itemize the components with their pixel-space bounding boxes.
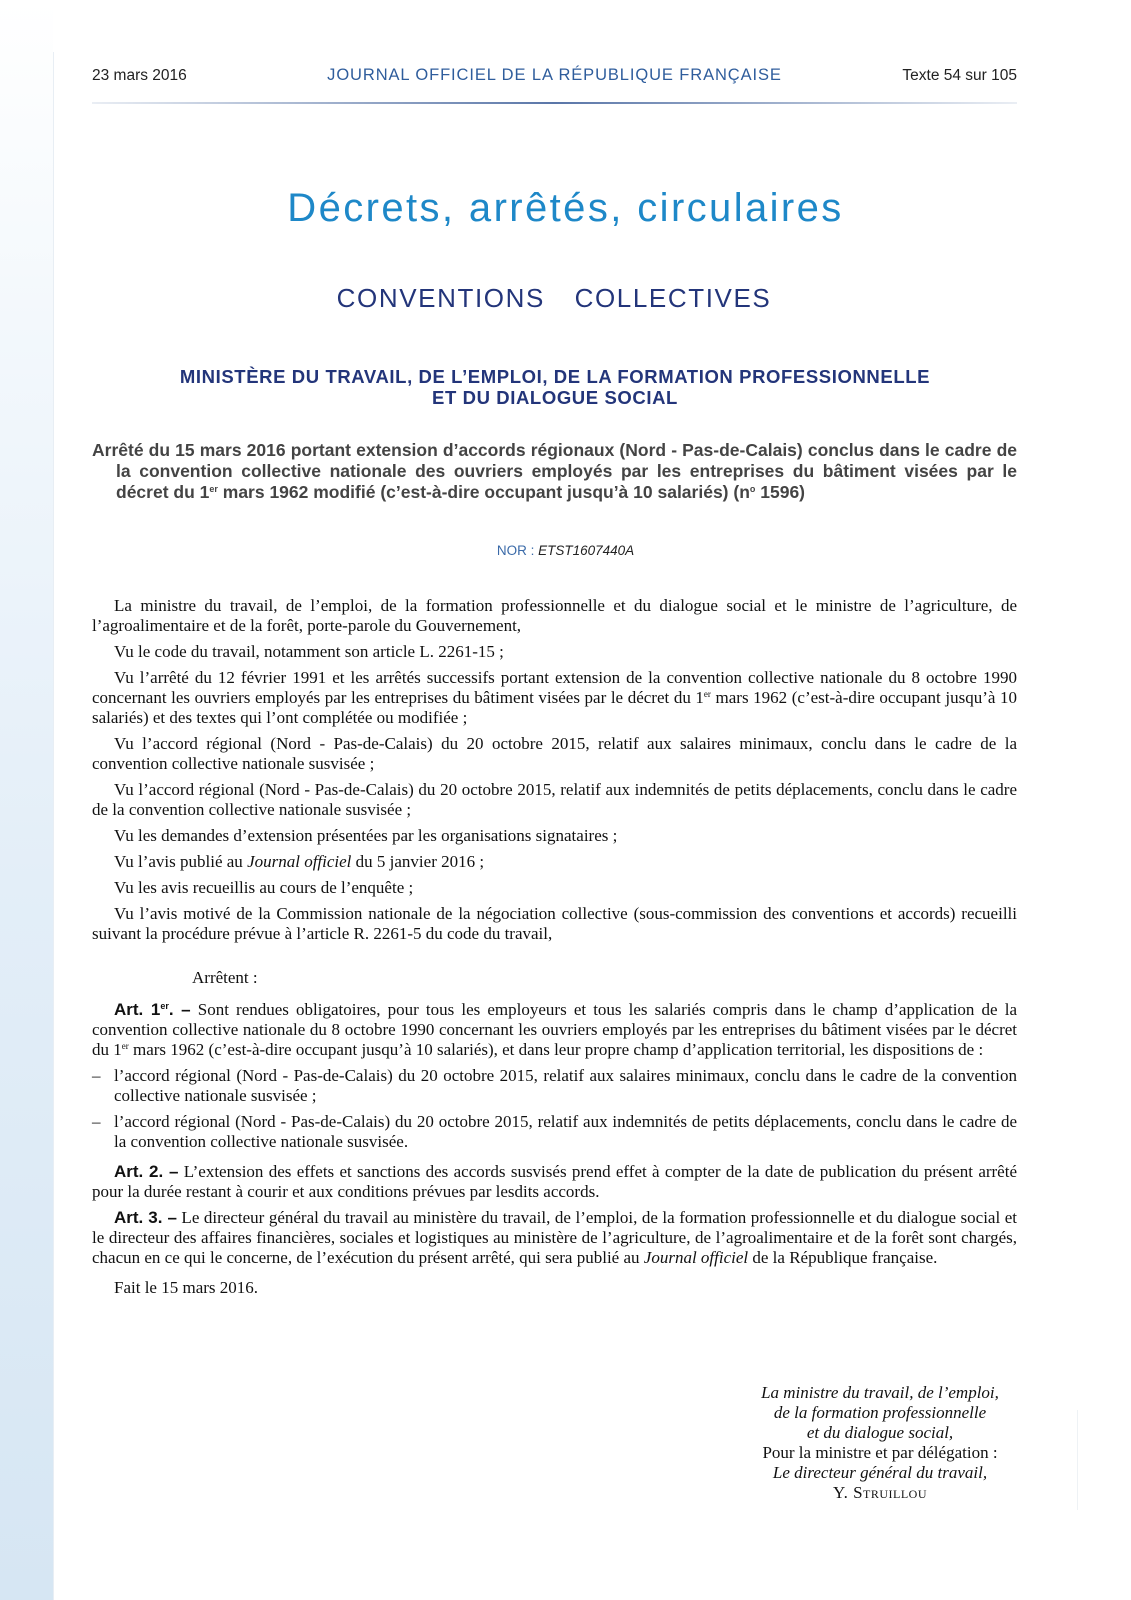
article-text: mars 1962 (c’est-à-dire occupant jusqu’à 10 salariés), et dans leur propre champ d’application territorial, les dispositions de :: [128, 1040, 984, 1059]
signatory-name: Y. Struillou: [832, 1483, 928, 1502]
header-journal-title: JOURNAL OFFICIEL DE LA RÉPUBLIQUE FRANÇAISE: [327, 66, 782, 84]
preamble-intro: La ministre du travail, de l’emploi, de la formation professionnelle et du dialogue social et le ministre de l’agriculture, de l’agroalimentaire et de la forêt, porte-parole du Gouvernement,: [92, 596, 1017, 635]
visa-accord-salaires: Vu l’accord régional (Nord - Pas-de-Calais) du 20 octobre 2015, relatif aux salaires minimaux, conclu dans le cadre de la convention collective nationale susvisée ;: [92, 734, 1017, 773]
signature-block: [690, 1383, 1070, 1503]
visa-code-travail: Vu le code du travail, notamment son article L. 2261-15 ;: [114, 642, 504, 661]
page-margin-band: [0, 0, 53, 1600]
journal-officiel-ref: Journal officiel: [643, 1248, 749, 1267]
visa-text: Vu l’arrêté du 12 février 1991 et les arrêtés successifs portant extension de la convention collective nationale du 8 octobre 1990 concernant les ouvriers employés par les entreprises du bâtiment visées par le décret du 1: [92, 668, 1017, 707]
dash-bullet: –: [92, 1112, 101, 1131]
signature-delegation: Pour la ministre et par délégation :: [762, 1443, 998, 1462]
visa-avis-publie: [92, 852, 1017, 872]
section-title: CONVENTIONS COLLECTIVES: [336, 283, 772, 313]
arretent-heading: Arrêtent :: [192, 968, 258, 987]
list-item-text: l’accord régional (Nord - Pas-de-Calais) du 20 octobre 2015, relatif aux salaires minimaux, conclu dans le cadre de la convention collective nationale susvisée ;: [114, 1066, 1017, 1105]
arrete-title-text-1: Arrêté du 15 mars 2016 portant extension d’accords régionaux (Nord - Pas-de-Calais) conclus dans le cadre de la convention collective nationale des ouvriers employés par les entreprises du bâtiment visées par le décret du 1: [92, 440, 1017, 502]
arrete-title-text-2: mars 1962 modifié (c’est-à-dire occupant jusqu’à 10 salariés) (n: [217, 482, 750, 502]
ministry-heading: [90, 366, 1020, 408]
article-2: [92, 1162, 1017, 1202]
article-3: [92, 1208, 1017, 1268]
nor-value: ETST1607440A: [538, 543, 635, 558]
article-text: Sont rendues obligatoires, pour tous les employeurs et tous les salariés compris dans le champ d’application de la convention collective nationale du 8 octobre 1990 concernant les ouvriers employés par les entreprises du bâtiment visées par le décret du 1: [92, 1000, 1017, 1059]
signature-title-3: et du dialogue social,: [806, 1423, 954, 1442]
list-item-text: l’accord régional (Nord - Pas-de-Calais) du 20 octobre 2015, relatif aux indemnités de petits déplacements, conclu dans le cadre de la convention collective nationale susvisée.: [114, 1112, 1017, 1151]
visa-avis-motive: Vu l’avis motivé de la Commission nationale de la négociation collective (sous-commission des conventions et accords) recueilli suivant la procédure prévue à l’article R. 2261-5 du code du travail,: [92, 904, 1017, 943]
arrete-title-sup-2: o: [749, 484, 756, 494]
ministry-line-2: ET DU DIALOGUE SOCIAL: [432, 387, 678, 408]
header-text-number: Texte 54 sur 105: [902, 67, 1017, 84]
article-text: Le directeur général du travail au ministère du travail, de l’emploi, de la formation professionnelle et du dialogue social et le directeur des affaires financières, sociales et logistiques au ministère de l’agriculture, de l’agroalimentaire et de la forêt sont chargés, chacun en ce qui le concerne, de l’exécution du présent arrêté, qui sera publié au: [92, 1208, 1017, 1267]
nor-label: NOR :: [496, 543, 539, 558]
article-3-label: Art. 3. –: [114, 1208, 177, 1227]
superscript: er: [160, 1001, 169, 1011]
main-title: Décrets, arrêtés, circulaires: [287, 186, 844, 230]
article-2-label: Art. 2. –: [114, 1162, 179, 1181]
arrete-title: [92, 440, 1017, 503]
article-text: L’extension des effets et sanctions des accords susvisés prend effet à compter de la date de publication du présent arrêté pour la durée restant à courir et aux conditions prévues par lesdits accords.: [92, 1162, 1018, 1201]
header-divider: [92, 102, 1017, 104]
article-text: de la République française.: [748, 1248, 938, 1267]
dash-bullet: –: [92, 1066, 101, 1085]
superscript: er: [121, 1041, 129, 1051]
article-1-list: [92, 1066, 1017, 1152]
signature-role: Le directeur général du travail,: [772, 1463, 988, 1482]
visa-text: du 5 janvier 2016 ;: [351, 852, 485, 871]
article-1-label: [114, 1000, 191, 1019]
header-date: 23 mars 2016: [92, 67, 187, 84]
list-item: [92, 1112, 1017, 1152]
list-item: [92, 1066, 1017, 1106]
visa-arrete-1991: [92, 668, 1017, 728]
visa-text: mars 1962 (c’est-à-dire occupant jusqu’à 10 salariés) et des textes qui l’ont complétée ou modifiée ;: [92, 688, 1018, 727]
article-1: [92, 1000, 1017, 1060]
document-body: [92, 596, 1017, 1304]
visa-text: Vu l’avis publié au: [114, 852, 248, 871]
art-label-text: Art. 1: [114, 1000, 161, 1019]
superscript: er: [703, 689, 711, 699]
signature-title-2: de la formation professionnelle: [773, 1403, 987, 1422]
page-header: [92, 64, 1017, 88]
page-right-edge: [1077, 1410, 1078, 1510]
visa-demandes-extension: Vu les demandes d’extension présentées par les organisations signataires ;: [114, 826, 618, 845]
ministry-line-1: MINISTÈRE DU TRAVAIL, DE L’EMPLOI, DE LA FORMATION PROFESSIONNELLE: [179, 366, 931, 387]
art-label-end: . –: [168, 1000, 191, 1019]
fait-date: Fait le 15 mars 2016.: [114, 1278, 259, 1297]
visa-accord-deplacements: Vu l’accord régional (Nord - Pas-de-Calais) du 20 octobre 2015, relatif aux indemnités de petits déplacements, conclu dans le cadre de la convention collective nationale susvisée ;: [92, 780, 1017, 819]
visa-avis-recueillis: Vu les avis recueillis au cours de l’enquête ;: [114, 878, 414, 897]
signature-title-1: La ministre du travail, de l’emploi,: [761, 1383, 999, 1402]
nor-reference: [0, 543, 1131, 558]
arrete-title-text-3: 1596): [755, 482, 806, 502]
arrete-title-sup-1: er: [209, 484, 218, 494]
journal-officiel-ref: Journal officiel: [247, 852, 352, 871]
